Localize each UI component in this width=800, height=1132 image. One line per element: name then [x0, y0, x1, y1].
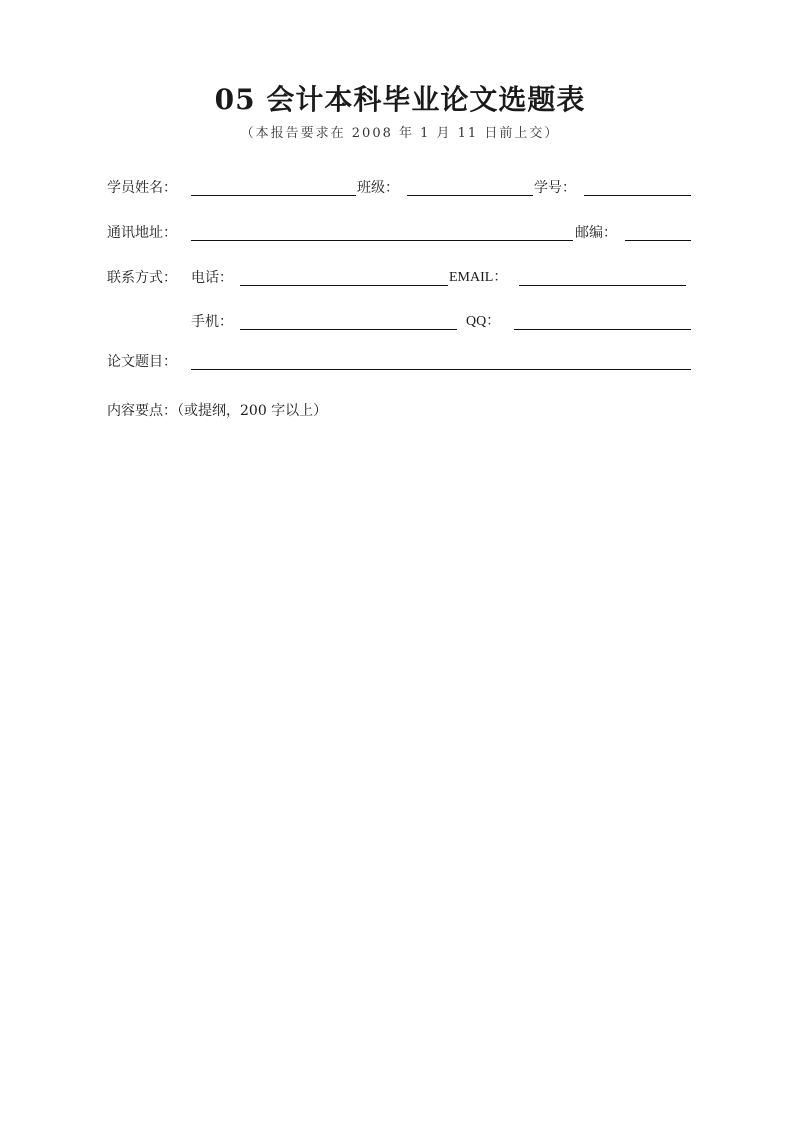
- qq-field[interactable]: [514, 329, 691, 330]
- outline-label: 内容要点：（或提纲，200 字以上）: [107, 403, 328, 419]
- student-name-field[interactable]: [191, 195, 356, 196]
- thesis-title-field[interactable]: [191, 369, 691, 370]
- class-label: 班级：: [357, 180, 399, 196]
- postcode-field[interactable]: [625, 240, 691, 241]
- address-field[interactable]: [191, 240, 573, 241]
- qq-label: QQ：: [466, 314, 501, 329]
- thesis-title-label: 论文题目：: [107, 354, 177, 370]
- postcode-label: 邮编：: [575, 225, 617, 241]
- email-label: EMAIL：: [449, 270, 508, 285]
- student-id-label: 学号：: [534, 180, 576, 196]
- email-field[interactable]: [519, 285, 686, 286]
- class-field[interactable]: [407, 195, 533, 196]
- address-label: 通讯地址：: [107, 225, 177, 241]
- phone-label: 电话：: [191, 270, 233, 286]
- contact-label: 联系方式：: [107, 270, 177, 286]
- mobile-field[interactable]: [240, 329, 457, 330]
- form-title: 05 会计本科毕业论文选题表: [214, 83, 586, 116]
- student-name-label: 学员姓名：: [107, 180, 177, 196]
- phone-field[interactable]: [240, 285, 448, 286]
- mobile-label: 手机：: [191, 314, 233, 330]
- student-id-field[interactable]: [584, 195, 691, 196]
- submission-deadline-note: （本报告要求在 2008 年 1 月 11 日前上交）: [240, 126, 560, 141]
